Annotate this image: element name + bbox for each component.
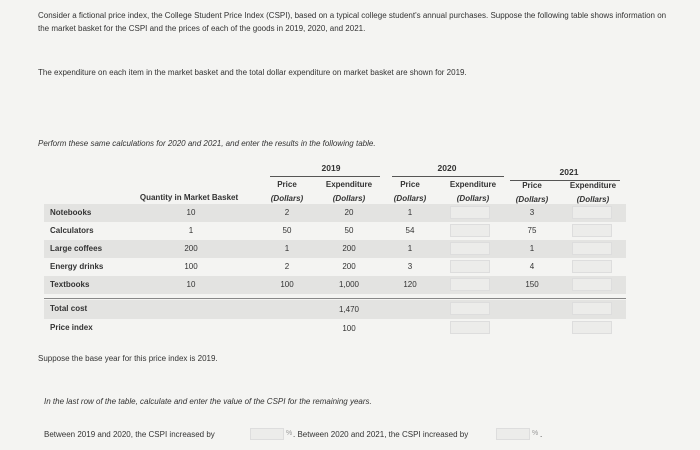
col-price-2021: Price (Dollars) [515, 181, 549, 204]
table-row: Energy drinks 100 2 200 3 4 [44, 258, 626, 276]
col-price-2019: Price (Dollars) [270, 180, 304, 203]
total-cost-2021-input[interactable] [572, 302, 612, 315]
cspi-increase-2021-input[interactable] [496, 428, 530, 440]
table-row: Textbooks 10 100 1,000 120 150 [44, 276, 626, 294]
col-quantity-header: Quantity in Market Basket [139, 193, 239, 202]
cspi-increase-2020-input[interactable] [250, 428, 284, 440]
expenditure-2021-input[interactable] [572, 278, 612, 291]
expenditure-2021-input[interactable] [572, 260, 612, 273]
intro-text: Consider a fictional price index, the College Student Price Index (CSPI), based on a typical college student's annual purchases. Suppose the following table shows information on the market basket for the CSPI and the prices of each of the goods in 2019, 2020, and 2021. [38, 11, 667, 33]
expenditure-note: The expenditure on each item in the market basket and the total dollar expenditure on market basket are shown for 2019. [38, 68, 467, 77]
table-row: Large coffees 200 1 200 1 1 [44, 240, 626, 258]
expenditure-2020-input[interactable] [450, 206, 490, 219]
expenditure-2020-input[interactable] [450, 278, 490, 291]
expenditure-2021-input[interactable] [572, 224, 612, 237]
answer-text-2: . Between 2020 and 2021, the CSPI increased by [293, 430, 469, 439]
expenditure-2021-input[interactable] [572, 206, 612, 219]
expenditure-2020-input[interactable] [450, 242, 490, 255]
expenditure-2021-input[interactable] [572, 242, 612, 255]
col-price-2020: Price (Dollars) [393, 180, 427, 203]
table-row: Notebooks 10 2 20 1 3 [44, 204, 626, 222]
last-row-instruction: In the last row of the table, calculate and enter the value of the CSPI for the remaining years. [44, 397, 372, 406]
total-cost-row: Total cost 1,470 [44, 300, 626, 319]
answer-text-1: Between 2019 and 2020, the CSPI increased by [44, 430, 215, 439]
percent-symbol: % [532, 430, 539, 437]
col-expenditure-2020: Expenditure (Dollars) [449, 180, 497, 203]
perform-note: Perform these same calculations for 2020 and 2021, and enter the results in the following table. [38, 139, 376, 148]
col-expenditure-2019: Expenditure (Dollars) [325, 180, 373, 203]
price-index-2020-input[interactable] [450, 321, 490, 334]
year-2019-rule [270, 176, 380, 177]
percent-symbol: % [286, 430, 293, 437]
year-2021-header: 2021 [559, 167, 579, 177]
answer-end: . [540, 430, 543, 439]
total-cost-2020-input[interactable] [450, 302, 490, 315]
year-2020-header: 2020 [437, 163, 457, 173]
expenditure-2020-input[interactable] [450, 260, 490, 273]
year-2020-rule [392, 176, 504, 177]
table-divider [44, 298, 626, 299]
col-expenditure-2021: Expenditure (Dollars) [569, 181, 617, 204]
base-year-note: Suppose the base year for this price index is 2019. [38, 354, 218, 363]
year-2019-header: 2019 [321, 163, 341, 173]
table-row: Calculators 1 50 50 54 75 [44, 222, 626, 240]
price-index-2021-input[interactable] [572, 321, 612, 334]
price-index-row: Price index 100 [44, 319, 626, 337]
expenditure-2020-input[interactable] [450, 224, 490, 237]
